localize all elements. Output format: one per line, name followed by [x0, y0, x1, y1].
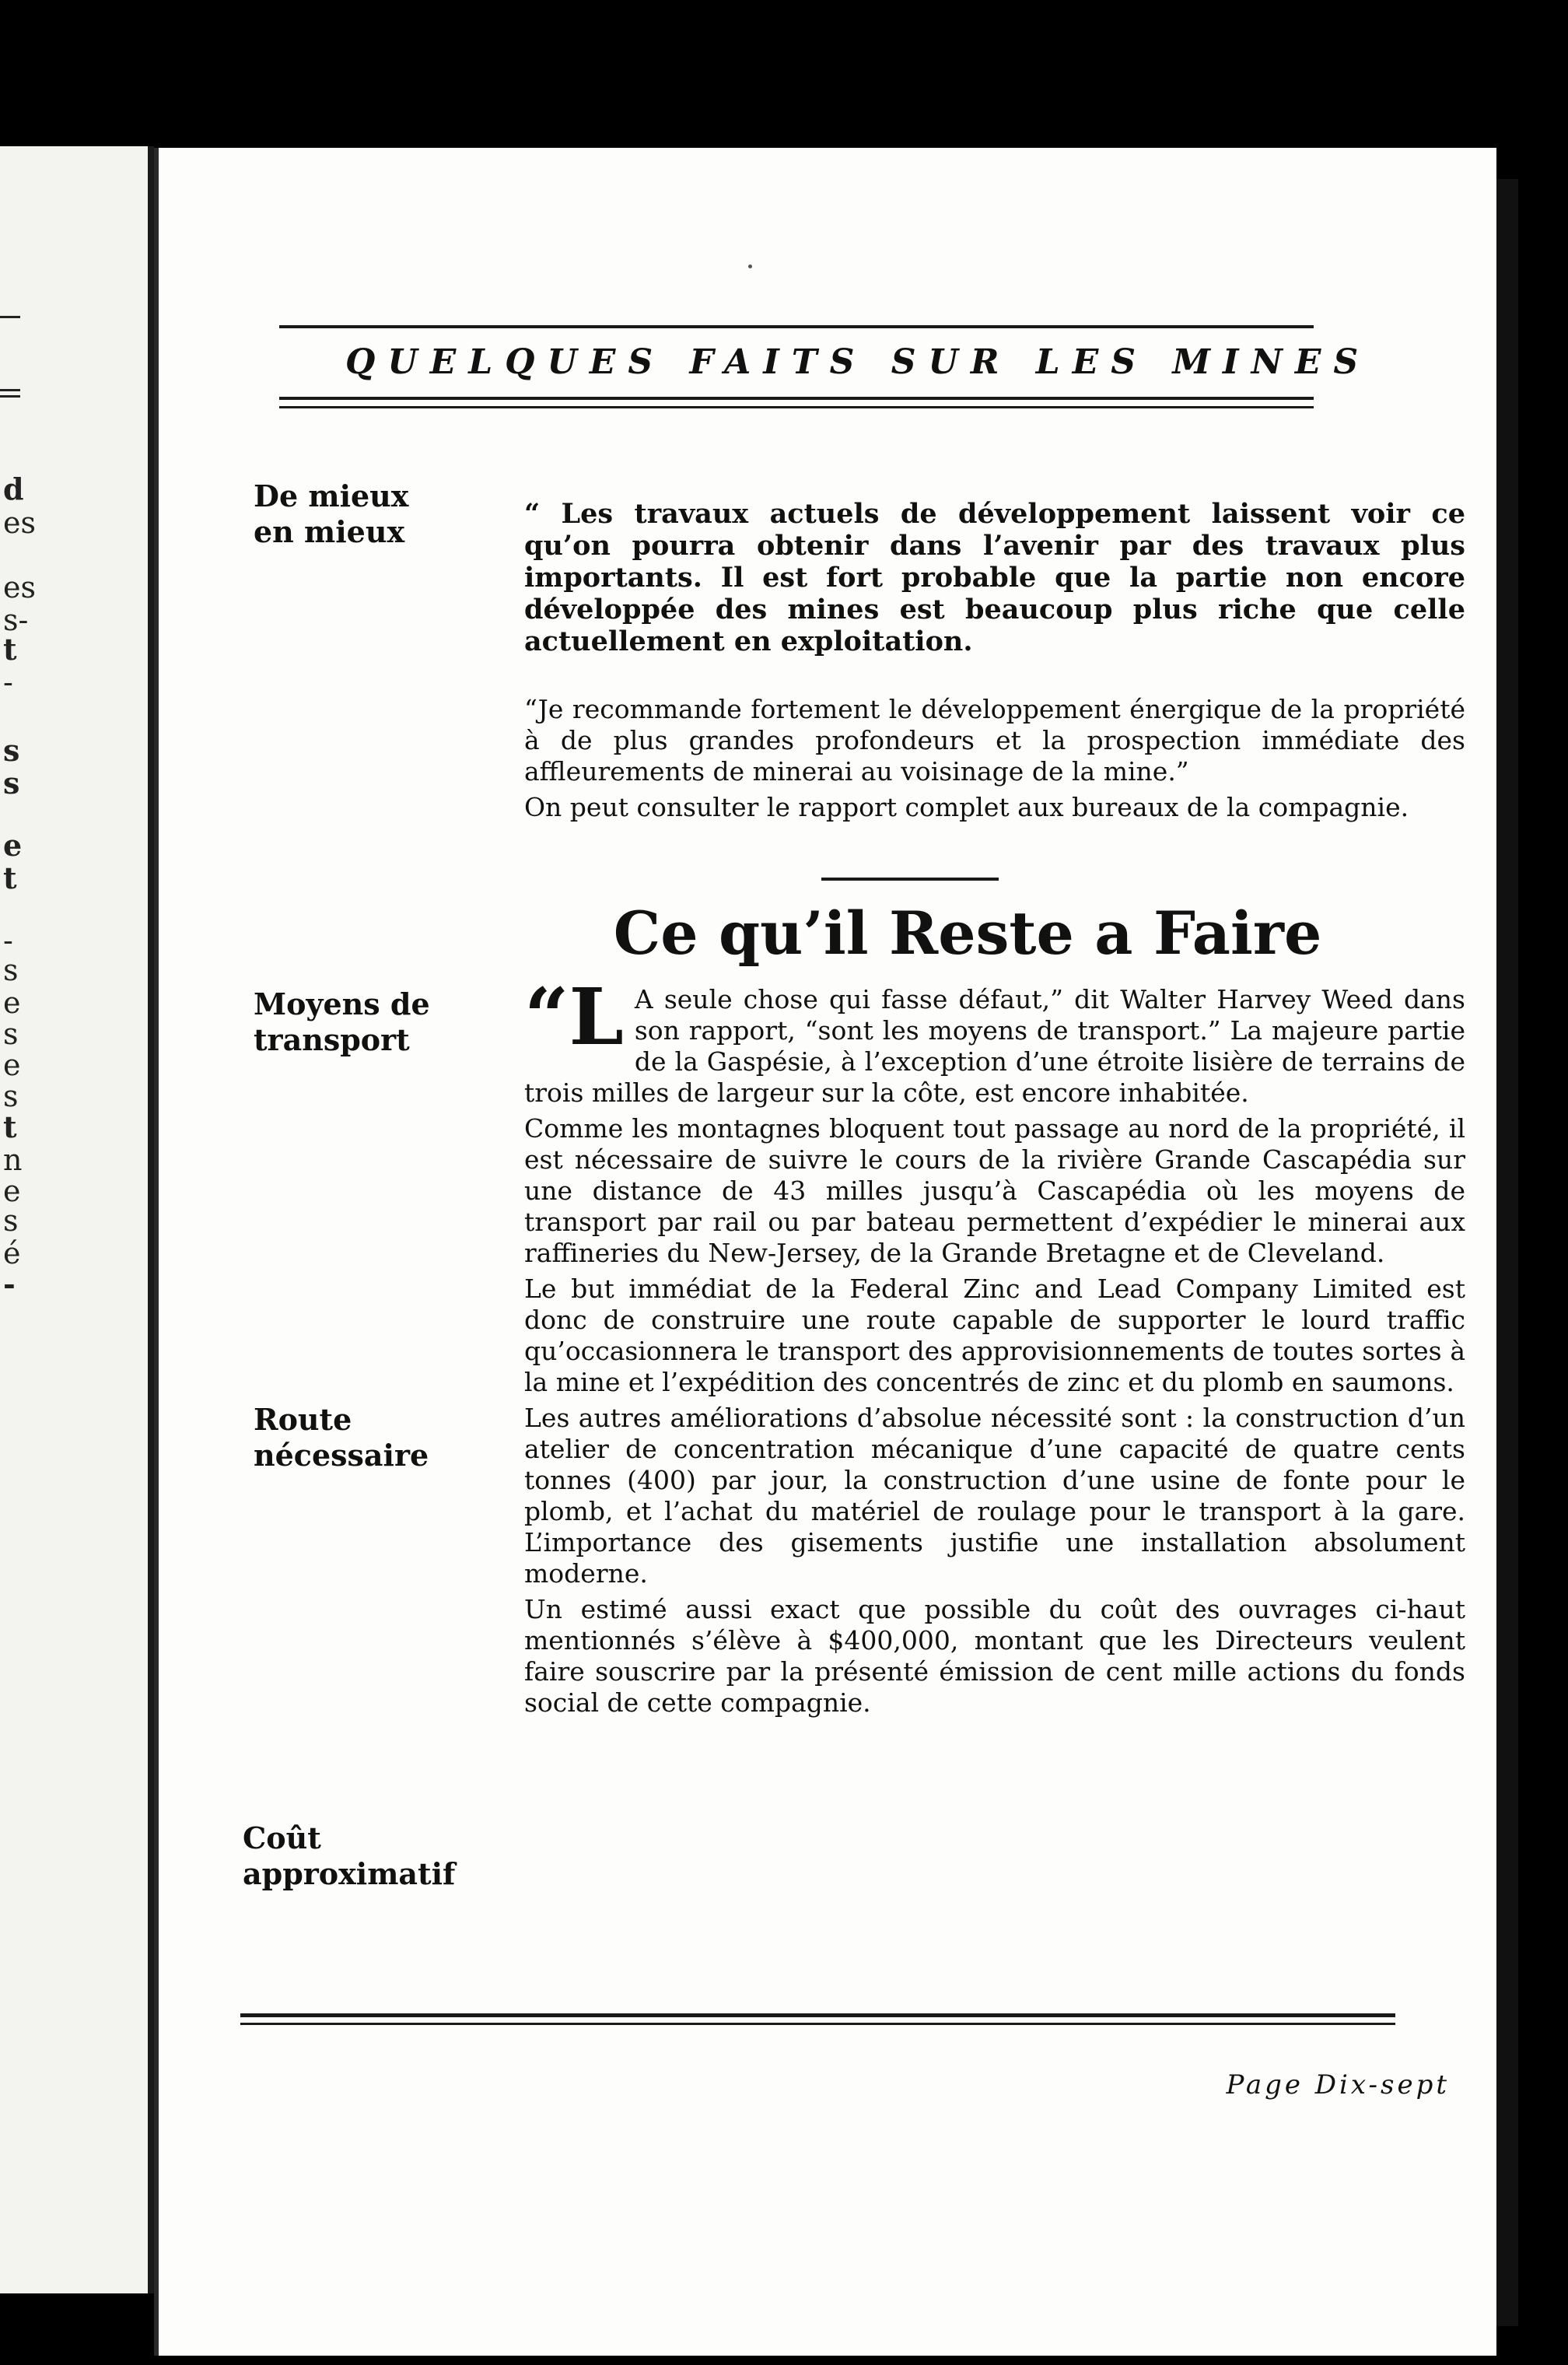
- left-page-fragment: t: [3, 632, 17, 667]
- left-page-fragment: es: [3, 506, 36, 540]
- drop-cap: [524, 971, 624, 1063]
- left-page-rule: [0, 395, 20, 398]
- left-page-rule: [0, 389, 20, 391]
- left-page-fragment: s: [3, 953, 19, 987]
- margin-note-de-mieux: De mieux en mieux: [254, 478, 409, 549]
- paper-speck: [748, 265, 752, 268]
- left-page-fragment: s: [3, 1204, 19, 1238]
- left-facing-page: [0, 146, 154, 2293]
- section-body: [524, 971, 1465, 1723]
- page-header-title: QUELQUES FAITS SUR LES MINES: [345, 342, 1371, 382]
- left-page-fragment: s-: [3, 603, 29, 637]
- left-page-rule: [0, 316, 20, 318]
- left-page-fragment: t: [3, 1109, 17, 1144]
- left-page-fragment: s: [3, 766, 20, 801]
- left-page-fragment: e: [3, 986, 21, 1020]
- report-reference-paragraph: On peut consulter le rapport complet aux bureaux de la compagnie.: [524, 792, 1409, 822]
- road-paragraph: Le but immédiat de la Federal Zinc and Lead Company Limited est donc de construire une route capable de supporter le lourd traffic qu’occasionnera le transport des approvisionnements de toutes sortes à la mine et l’expédition des concentrés de zinc et du plomb en saumons.: [524, 1274, 1465, 1397]
- footer-rule-2: [240, 2023, 1395, 2025]
- footer-rule: [240, 2013, 1395, 2017]
- left-page-fragment: e: [3, 1174, 21, 1208]
- header-bottom-rule-2: [279, 406, 1314, 408]
- section-divider: [821, 878, 999, 881]
- section-heading: Ce qu’il Reste a Faire: [613, 899, 1322, 968]
- recommendation-paragraph: “Je recommande fortement le développement énergique de la propriété à de plus grandes profondeurs et la prospection immédiate des affleurements de minerai au voisinage de la mine.”: [524, 694, 1465, 787]
- left-page-fragment: s: [3, 733, 20, 768]
- left-page-fragment: é: [3, 1236, 21, 1270]
- mountains-paragraph: Comme les montagnes bloquent tout passage au nord de la propriété, il est nécessaire de suivre le cours de la rivière Grande Cascapédia sur une distance de 43 milles jusqu’à Cascapédia où les moyens de transport par rail ou par bateau permettent d’expédier le minerai aux raffineries du New-Jersey, de la Grande Bretagne et de Cleveland.: [524, 1113, 1465, 1268]
- left-page-fragment: e: [3, 828, 23, 863]
- left-page-fragment: e: [3, 1048, 21, 1082]
- opening-paragraph: [524, 971, 1465, 1109]
- left-page-fragment: s: [3, 1017, 19, 1051]
- cost-paragraph: Un estimé aussi exact que possible du coût des ouvrages ci-haut mentionnés s’élève à $400,000, montant que les Directeurs veulent faire souscrire par la présenté émission de cent mille actions du fonds social de cette compagnie.: [524, 1594, 1465, 1718]
- page-number: Page Dix-sept: [1226, 2069, 1450, 2100]
- quote-section: [524, 498, 1465, 662]
- margin-note-cout-approximatif: Coût approximatif: [243, 1820, 456, 1891]
- document-page: [154, 148, 1496, 2356]
- margin-note-moyens-transport: Moyens de transport: [254, 986, 430, 1057]
- left-page-fragment: t: [3, 860, 17, 895]
- header-top-rule: [279, 325, 1314, 328]
- left-page-fragment: n: [3, 1143, 23, 1177]
- left-page-fragment: -: [3, 665, 13, 699]
- quote-continuation: [524, 694, 1465, 828]
- drop-cap-quote: “: [524, 971, 569, 1063]
- left-page-fragment: es: [3, 570, 36, 604]
- left-page-fragment: -: [3, 923, 13, 958]
- margin-note-route-necessaire: Route nécessaire: [254, 1402, 429, 1473]
- left-page-fragment: -: [3, 1267, 16, 1302]
- drop-cap-letter: L: [569, 971, 624, 1063]
- quote-paragraph: “ Les travaux actuels de développement laissent voir ce qu’on pourra obtenir dans l’avenir par des travaux plus importants. Il est fort probable que la partie non encore développée des mines est beaucoup plus riche que celle actuellement en exploitation.: [524, 498, 1465, 657]
- left-page-fragment: d: [3, 471, 24, 506]
- left-page-fragment: s: [3, 1079, 19, 1113]
- improvements-paragraph: Les autres améliorations d’absolue nécessité sont : la construction d’un atelier de concentration mécanique d’une capacité de quatre cents tonnes (400) par jour, la construction d’une usine de fonte pour le plomb, et l’achat du matériel de roulage pour le transport à la gare. L’importance des gisements justifie une installation absolument moderne.: [524, 1403, 1465, 1589]
- header-bottom-rule: [279, 397, 1314, 400]
- opening-paragraph-text: A seule chose qui fasse défaut,” dit Walter Harvey Weed dans son rapport, “sont les moyens de transport.” La majeure partie de la Gaspésie, à l’exception d’une étroite lisière de terrains de trois milles de largeur sur la côte, est encore inhabitée.: [524, 984, 1465, 1108]
